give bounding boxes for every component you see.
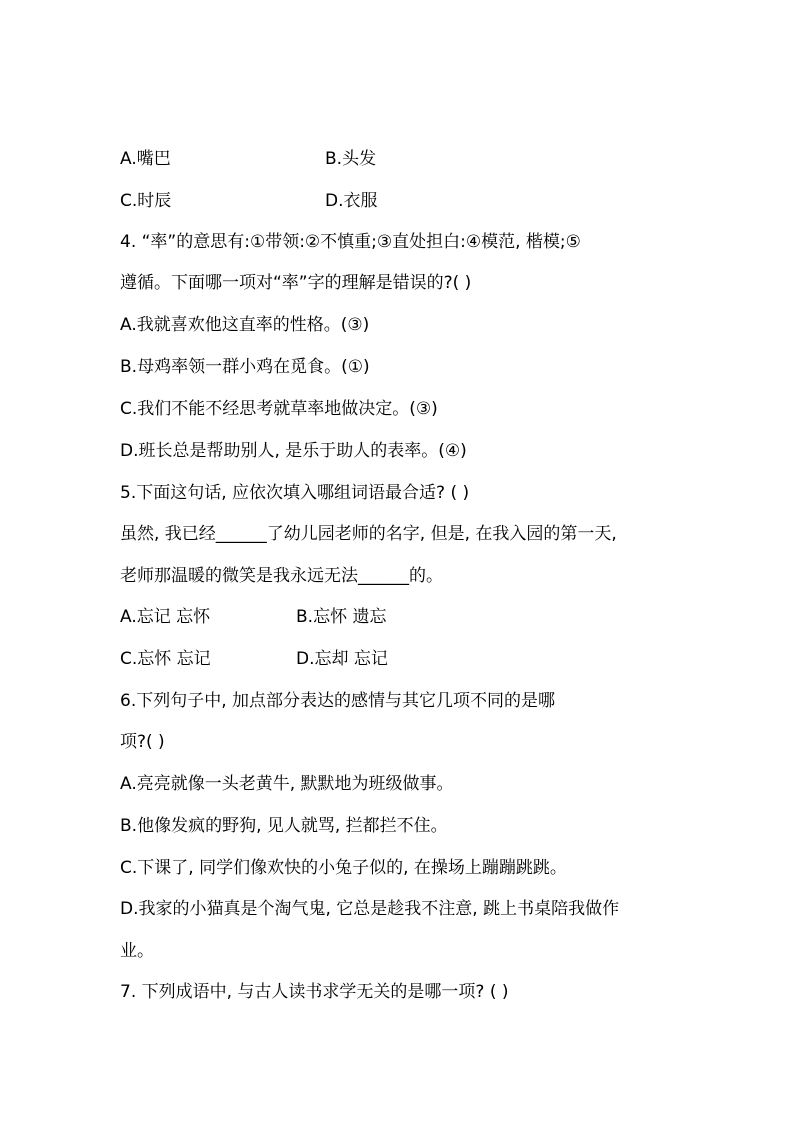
q6-option-c: C.下课了, 同学们像欢快的小兔子似的, 在操场上蹦蹦跳跳。 bbox=[120, 858, 567, 878]
q5-option-a: A.忘记 忘怀 bbox=[120, 607, 211, 627]
q5-sentence-line-2: 老师那温暖的微笑是我永远无法______的。 bbox=[120, 566, 443, 586]
q4-option-a: A.我就喜欢他这直率的性格。(③) bbox=[120, 315, 370, 335]
q7-stem: 7. 下列成语中, 与古人读书求学无关的是哪一项? ( ) bbox=[120, 982, 509, 1002]
q6-option-b: B.他像发疯的野狗, 见人就骂, 拦都拦不住。 bbox=[120, 816, 448, 836]
q4-option-b: B.母鸡率领一群小鸡在觅食。(①) bbox=[120, 357, 370, 377]
q3-option-c: C.时辰 bbox=[120, 191, 172, 211]
q6-stem-line-2: 项?( ) bbox=[120, 732, 165, 752]
q6-option-a: A.亮亮就像一头老黄牛, 默默地为班级做事。 bbox=[120, 774, 454, 794]
q4-option-d: D.班长总是帮助别人, 是乐于助人的表率。(④) bbox=[120, 441, 467, 461]
q6-option-d-line-2: 业。 bbox=[120, 941, 154, 961]
q6-stem-line-1: 6.下列句子中, 加点部分表达的感情与其它几项不同的是哪 bbox=[120, 691, 556, 711]
q5-stem: 5.下面这句话, 应依次填入哪组词语最合适? ( ) bbox=[120, 483, 470, 503]
q5-option-c: C.忘怀 忘记 bbox=[120, 649, 211, 669]
q4-option-c: C.我们不能不经思考就草率地做决定。(③) bbox=[120, 399, 438, 419]
q5-option-b: B.忘怀 遗忘 bbox=[296, 607, 387, 627]
q5-option-d: D.忘却 忘记 bbox=[296, 649, 388, 669]
q4-stem-line-1: 4. “率”的意思有:①带领:②不慎重;③直处担白:④模范, 楷模;⑤ bbox=[120, 232, 581, 252]
q3-option-d: D.衣服 bbox=[325, 191, 378, 211]
q3-option-a: A.嘴巴 bbox=[120, 149, 171, 169]
q6-option-d-line-1: D.我家的小猫真是个淘气鬼, 它总是趁我不注意, 跳上书桌陪我做作 bbox=[120, 899, 620, 919]
q5-sentence-line-1: 虽然, 我已经______了幼儿园老师的名字, 但是, 在我入园的第一天, bbox=[120, 524, 617, 544]
q4-stem-line-2: 遵循。下面哪一项对“率”字的理解是错误的?( ) bbox=[120, 273, 472, 293]
q3-option-b: B.头发 bbox=[325, 149, 377, 169]
